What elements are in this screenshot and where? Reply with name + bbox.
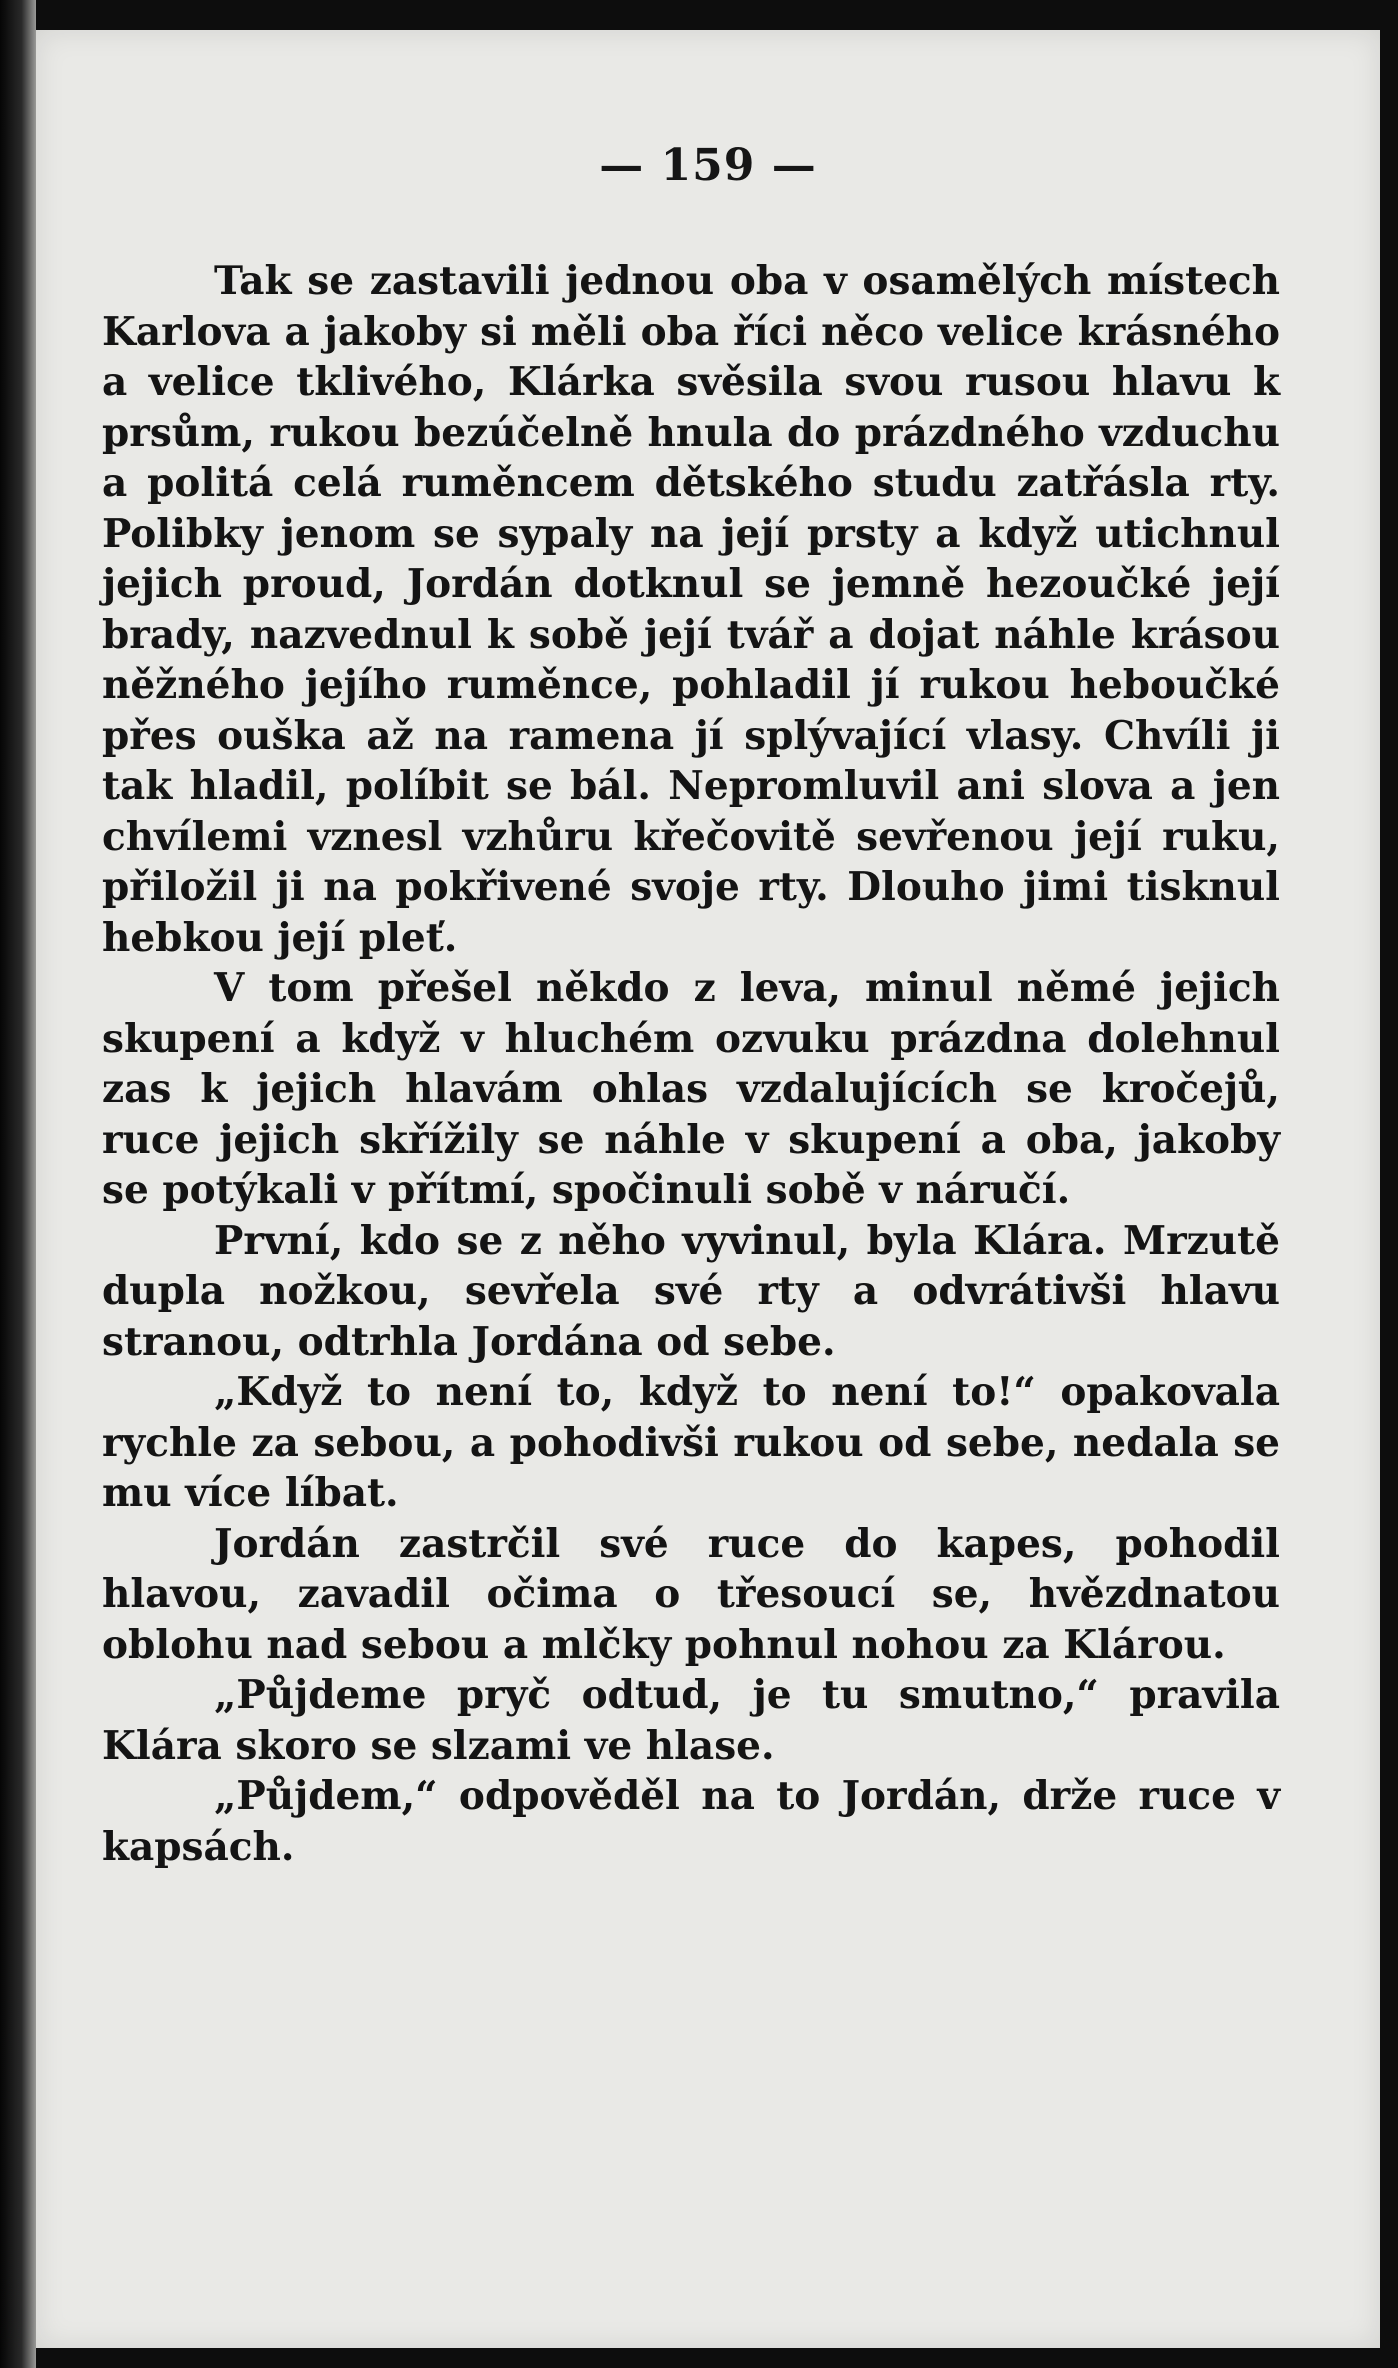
paragraph: „Půjdem,“ odpověděl na to Jordán, drže ruce v kapsách.: [102, 1773, 1280, 1870]
paragraph: První, kdo se z něho vyvinul, byla Klára. Mrzutě dupla nožkou, sevřela své rty a odvrátivši hlavu stranou, odtrhla Jordána od sebe.: [102, 1217, 1280, 1365]
page-number: — 159 —: [599, 140, 817, 191]
paragraph: Jordán zastrčil své ruce do kapes, pohodil hlavou, zavadil očima o třesoucí se, hvězdnatou oblohu nad sebou a mlčky pohnul nohou za Klárou.: [102, 1520, 1280, 1668]
paragraph: „Půjdeme pryč odtud, je tu smutno,“ pravila Klára skoro se slzami ve hlase.: [102, 1672, 1280, 1769]
book-spine-edge: [0, 0, 36, 2368]
book-page: [36, 30, 1380, 2348]
paragraph: „Když to není to, když to není to!“ opakovala rychle za sebou, a pohodivši rukou od sebe, nedala se mu více líbat.: [102, 1369, 1280, 1516]
paragraph: V tom přešel někdo z leva, minul němé jejich skupení a když v hluchém ozvuku prázdna dolehnul zas k jejich hlavám ohlas vzdalujících se kročejů, ruce jejich skřížily se náhle v skupení a oba, jakoby se potýkali v přítmí, spočinuli sobě v náručí.: [102, 965, 1280, 1213]
paragraph: Tak se zastavili jednou oba v osamělých místech Karlova a jakoby si měli oba říci něco velice krásného a velice tklivého, Klárka svěsila svou rusou hlavu k prsům, rukou bezúčelně hnula do prázdného vzduchu a politá celá ruměncem dětského studu zatřásla rty. Polibky jenom se sypaly na její prsty a když utichnul jejich proud, Jordán dotknul se jemně hezoučké její brady, nazvednul k sobě její tvář a dojat náhle krásou něžného jejího ruměnce, pohladil jí rukou heboučké přes ouška až na ramena jí splývající vlasy. Chvíli ji tak hladil, políbit se bál. Nepromluvil ani slova a jen chvílemi vznesl vzhůru křečovitě sevřenou její ruku, přiložil ji na pokřivené svoje rty. Dlouho jimi tisknul hebkou její pleť.: [102, 258, 1280, 961]
page-body: [102, 256, 1280, 1872]
